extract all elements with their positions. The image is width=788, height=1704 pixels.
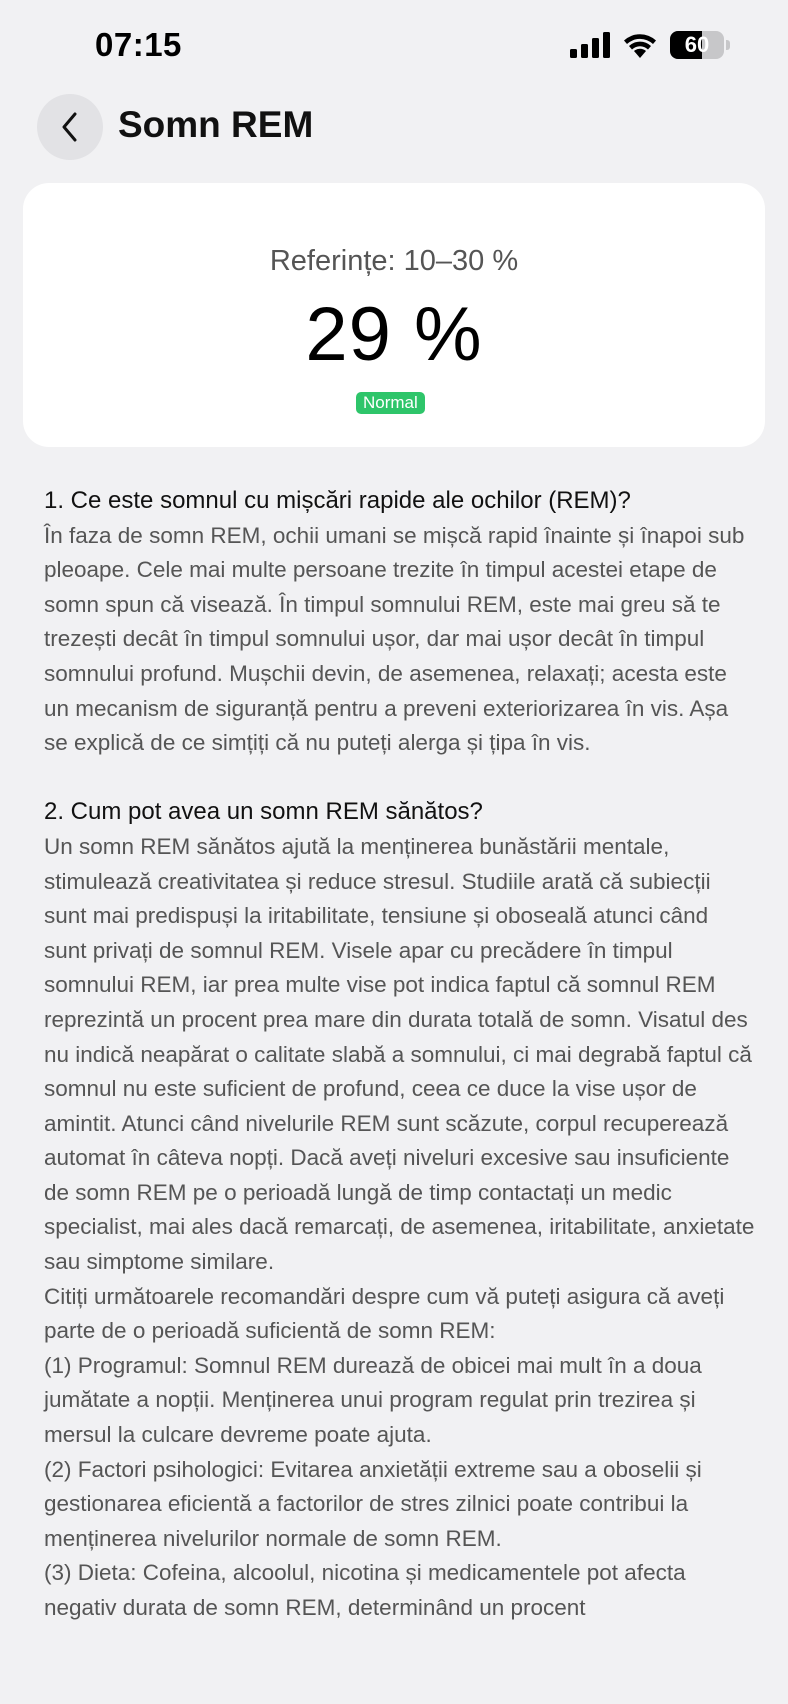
rem-percentage-value: 29 % <box>305 292 483 377</box>
back-button[interactable] <box>37 94 103 160</box>
reference-range: Referințe: 10–30 % <box>269 245 519 277</box>
battery-percentage: 60 <box>684 32 710 57</box>
battery-tip <box>726 40 730 50</box>
paragraph: (2) Factori psihologici: Evitarea anxietății extreme sau a oboselii și gestionarea eficientă a factorilor de stres zilnici poate contribui la menținerea nivelurilor normale de somn REM. <box>44 1456 702 1551</box>
status-time: 07:15 <box>95 26 182 63</box>
paragraph: Un somn REM sănătos ajută la menținerea bunăstării mentale, stimulează creativitatea și reduce stresul. Studiile arată că subiecții sunt mai predispuși la iritabilitate, tensiune și oboseală atunci când sunt privați de somnul REM. Visele apar cu precădere în timpul somnului REM, iar prea multe vise pot indica faptul că somnul REM reprezintă un procent prea mare din durata totală de somn. Visatul des nu indică neapărat o calitate slabă a somnului, ci mai degrabă faptul că somnul nu este suficient de profund, ceea ce duce la vise ușor de amintit. Atunci când nivelurile REM sunt scăzute, corpul recuperează automat în câteva nopți. Dacă aveți niveluri excesive sau insuficiente de somn REM pe o perioadă lungă de timp contactați un medic specialist, mai ales dacă remarcați, de asemenea, iritabilitate, anxietate sau simptome similare. <box>44 833 755 1275</box>
status-badge: Normal <box>356 392 425 414</box>
paragraph: În faza de somn REM, ochii umani se mișcă rapid înainte și înapoi sub pleoape. Cele mai multe persoane trezite în timpul acestei etape de somn spun că visează. În timpul somnului REM, este mai greu să te trezești decât în timpul somnului ușor, dar mai ușor decât în timpul somnului profund. Mușchii devin, de asemenea, relaxați; acesta este un mecanism de siguranță pentru a preveni exteriorizarea în vis. Așa se explică de ce simțiți că nu puteți alerga și țipa în vis. <box>44 522 745 756</box>
section-gap <box>44 761 756 796</box>
paragraph: (3) Dieta: Cofeina, alcoolul, nicotina și medicamentele pot afecta negativ durata de somn REM, determinând un procent <box>44 1560 686 1620</box>
rem-summary-card <box>23 183 765 447</box>
page-title: Somn REM <box>118 104 314 145</box>
article-content <box>44 484 756 1626</box>
wifi-icon <box>622 32 658 58</box>
signal-icon <box>570 32 610 58</box>
paragraph: Citiți următoarele recomandări despre cum vă puteți asigura că aveți parte de o perioadă suficientă de somn REM: <box>44 1283 725 1344</box>
battery-icon <box>670 31 724 59</box>
status-bar <box>0 0 788 90</box>
status-icons <box>570 31 730 59</box>
paragraph: (1) Programul: Somnul REM durează de obicei mai mult în a doua jumătate a nopții. Menținerea unui program regulat prin trezirea și mersul la culcare devreme poate ajuta. <box>44 1352 702 1448</box>
header <box>0 92 788 162</box>
section-title: 1. Ce este somnul cu mișcări rapide ale ochilor (REM)? <box>44 487 631 514</box>
section-title: 2. Cum pot avea un somn REM sănătos? <box>44 798 483 826</box>
chevron-left-icon <box>59 111 81 143</box>
